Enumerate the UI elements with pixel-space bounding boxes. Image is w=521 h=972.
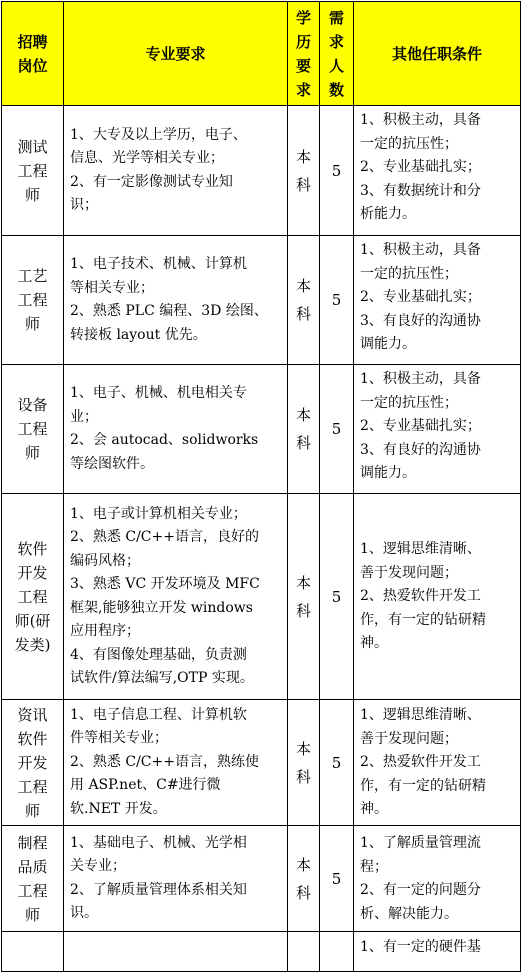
position-cell: [2, 365, 64, 494]
count-cell: 5: [320, 106, 354, 236]
education-char: 科: [295, 883, 311, 902]
position-line: 工程: [17, 587, 48, 606]
major-line: 识；: [70, 197, 98, 213]
table-row: [2, 826, 521, 932]
major-line: 关专业；: [70, 858, 126, 874]
other-line: 析、解决能力。: [360, 905, 458, 922]
major-line: 转接板 layout 优先。: [70, 326, 207, 343]
position-line: 设备: [17, 396, 48, 414]
position-line: 工艺: [17, 267, 48, 285]
major-line: 2、了解质量管理体系相关知: [70, 881, 247, 898]
major-cell: [64, 106, 288, 236]
position-line: 软件: [17, 729, 48, 748]
table-row: [2, 365, 521, 494]
header-education-char: 学: [295, 8, 311, 27]
major-line: 1、电子信息工程、计算机软: [70, 706, 247, 723]
position-line: 师: [24, 185, 40, 204]
table-row: [2, 494, 521, 700]
position-line: 工程: [17, 291, 48, 309]
other-line: 1、积极主动，具备: [360, 112, 481, 128]
header-education-char: 要: [295, 56, 311, 75]
recruitment-table: [1, 1, 521, 972]
count-cell: 5: [320, 700, 354, 826]
major-line: 1、电子、机械、机电相关专: [70, 385, 247, 401]
major-line: 试软件/算法编写,OTP 实现。: [70, 670, 254, 686]
major-line: 软.NET 开发。: [70, 800, 167, 817]
other-line: 3、有良好的沟通协: [360, 312, 481, 329]
position-line: 制程: [17, 833, 48, 852]
education-char: 科: [295, 601, 311, 620]
position-cell: [2, 700, 64, 826]
position-line: 师: [24, 905, 40, 924]
position-line: 测试: [17, 137, 48, 156]
other-line: 3、有良好的沟通协: [360, 441, 481, 458]
other-line: 一定的抗压性；: [360, 135, 458, 152]
education-char: 科: [295, 175, 311, 194]
other-line: 2、专业基础扎实；: [360, 289, 481, 305]
position-cell: [2, 236, 64, 365]
major-line: 2、熟悉 C/C++语言，良好的: [70, 529, 259, 545]
education-char: 科: [295, 767, 311, 786]
position-line: 工程: [17, 881, 48, 900]
count-cell: 5: [320, 494, 354, 700]
other-line: 作，有一定的钻研精: [360, 777, 486, 794]
major-line: 等绘图软件。: [70, 455, 154, 472]
count-cell: 5: [320, 826, 354, 932]
position-line: 工程: [17, 161, 48, 180]
major-cell: [64, 365, 288, 494]
header-position: [2, 2, 64, 106]
other-line: 善于发现问题；: [360, 730, 458, 747]
position-line: 工程: [17, 420, 48, 438]
major-line: 1、基础电子、机械、光学相: [70, 834, 247, 851]
position-line: 开发: [17, 753, 48, 772]
header-other: 其他任职条件: [354, 2, 521, 106]
header-major: 专业要求: [64, 2, 288, 106]
other-line: 一定的抗压性；: [360, 394, 458, 411]
other-cell: [354, 236, 521, 365]
major-line: 业；: [70, 408, 98, 425]
other-line: 2、专业基础扎实；: [360, 418, 481, 434]
other-cell: [354, 365, 521, 494]
major-cell: [64, 826, 288, 932]
other-line: 3、有数据统计和分: [360, 182, 481, 199]
count-cell: 5: [320, 236, 354, 365]
major-cell: [64, 494, 288, 700]
education-char: 本: [295, 739, 311, 758]
major-line: 2、有一定影像测试专业知: [70, 173, 233, 190]
header-count: [320, 2, 354, 106]
other-cell: [354, 826, 521, 932]
count-cell: 5: [320, 365, 354, 494]
position-cell: [2, 494, 64, 700]
other-line: 1、逻辑思维清晰、: [360, 541, 481, 558]
other-line: 程；: [360, 858, 388, 875]
header-count-char: 人: [328, 56, 344, 75]
position-line: 资讯: [17, 705, 48, 724]
other-line: 1、积极主动，具备: [360, 371, 481, 387]
other-line: 善于发现问题；: [360, 564, 458, 581]
position-line: 开发: [17, 563, 48, 582]
major-line: 2、熟悉 PLC 编程、3D 绘图、: [70, 303, 268, 319]
education-char: 本: [295, 573, 311, 592]
education-char: 本: [295, 277, 311, 295]
header-count-char: 需: [328, 8, 344, 27]
header-position-line: 招聘: [17, 32, 48, 51]
other-line: 调能力。: [360, 336, 416, 352]
major-line: 用 ASP.net、C#进行微: [70, 777, 221, 794]
education-cell: [288, 106, 320, 236]
education-char: 科: [295, 434, 311, 452]
education-cell: [288, 826, 320, 932]
major-line: 1、电子技术、机械、计算机: [70, 256, 247, 272]
major-line: 件等相关专业；: [70, 730, 168, 747]
other-line: 神。: [360, 635, 388, 652]
major-line: 信息、光学等相关专业；: [70, 150, 224, 166]
education-char: 本: [295, 406, 311, 424]
header-education-char: 历: [295, 32, 311, 51]
other-line: 2、专业基础扎实；: [360, 159, 481, 175]
position-line: 师: [24, 444, 40, 462]
position-line: 师: [24, 315, 40, 333]
table-row: [2, 236, 521, 365]
position-line: 品质: [17, 857, 48, 876]
education-char: 本: [295, 147, 311, 166]
major-line: 4、有图像处理基础，负责测: [70, 646, 247, 663]
header-education: [288, 2, 320, 106]
major-line: 1、大专及以上学历，电子、: [70, 126, 247, 143]
education-cell: [288, 494, 320, 700]
position-cell: [2, 826, 64, 932]
other-line: 神。: [360, 801, 388, 818]
header-education-char: 求: [295, 80, 311, 99]
other-cell: [354, 700, 521, 826]
education-char: 科: [295, 305, 311, 323]
other-line: 1、逻辑思维清晰、: [360, 707, 481, 724]
other-line: 2、热爱软件开发工: [360, 754, 481, 771]
other-line: 一定的抗压性；: [360, 265, 458, 282]
table-row: [2, 106, 521, 236]
major-line: 2、熟悉 C/C++语言，熟练使: [70, 753, 259, 770]
major-cell: [64, 700, 288, 826]
position-line: 师: [24, 801, 40, 820]
other-line: 1、了解质量管理流: [360, 835, 481, 851]
other-line: 2、有一定的问题分: [360, 882, 481, 898]
education-cell: [288, 236, 320, 365]
education-cell: [288, 365, 320, 494]
other-cell: [354, 494, 521, 700]
other-line: 析能力。: [360, 206, 416, 222]
header-position-line: 岗位: [17, 56, 48, 75]
education-char: 本: [295, 855, 311, 874]
major-cell: [64, 236, 288, 365]
header-count-char: 数: [328, 80, 344, 99]
major-line: 识。: [70, 905, 98, 921]
other-cell: [354, 106, 521, 236]
major-line: 1、电子或计算机相关专业；: [70, 505, 247, 522]
header-count-char: 求: [328, 32, 344, 51]
position-line: 软件: [17, 539, 48, 558]
education-cell: [288, 700, 320, 826]
major-line: 编码风格；: [70, 552, 140, 569]
other-line: 调能力。: [360, 465, 416, 481]
other-line: 作，有一定的钻研精: [360, 611, 486, 628]
other-line: 1、积极主动，具备: [360, 242, 481, 258]
major-line: 3、熟悉 VC 开发环境及 MFC: [70, 576, 260, 592]
major-line: 等相关专业；: [70, 279, 154, 296]
table-row: [2, 700, 521, 826]
other-line: 2、热爱软件开发工: [360, 588, 481, 605]
major-line: 2、会 autocad、solidworks: [70, 432, 259, 448]
table-header-row: [2, 2, 521, 106]
position-line: 师(研: [14, 611, 51, 630]
major-line: 框架,能够独立开发 windows: [70, 599, 253, 616]
position-line: 工程: [17, 777, 48, 796]
position-line: 发类): [14, 635, 51, 654]
position-cell: [2, 106, 64, 236]
major-line: 应用程序；: [70, 623, 140, 639]
other-line: 1、有一定的硬件基: [360, 939, 481, 955]
